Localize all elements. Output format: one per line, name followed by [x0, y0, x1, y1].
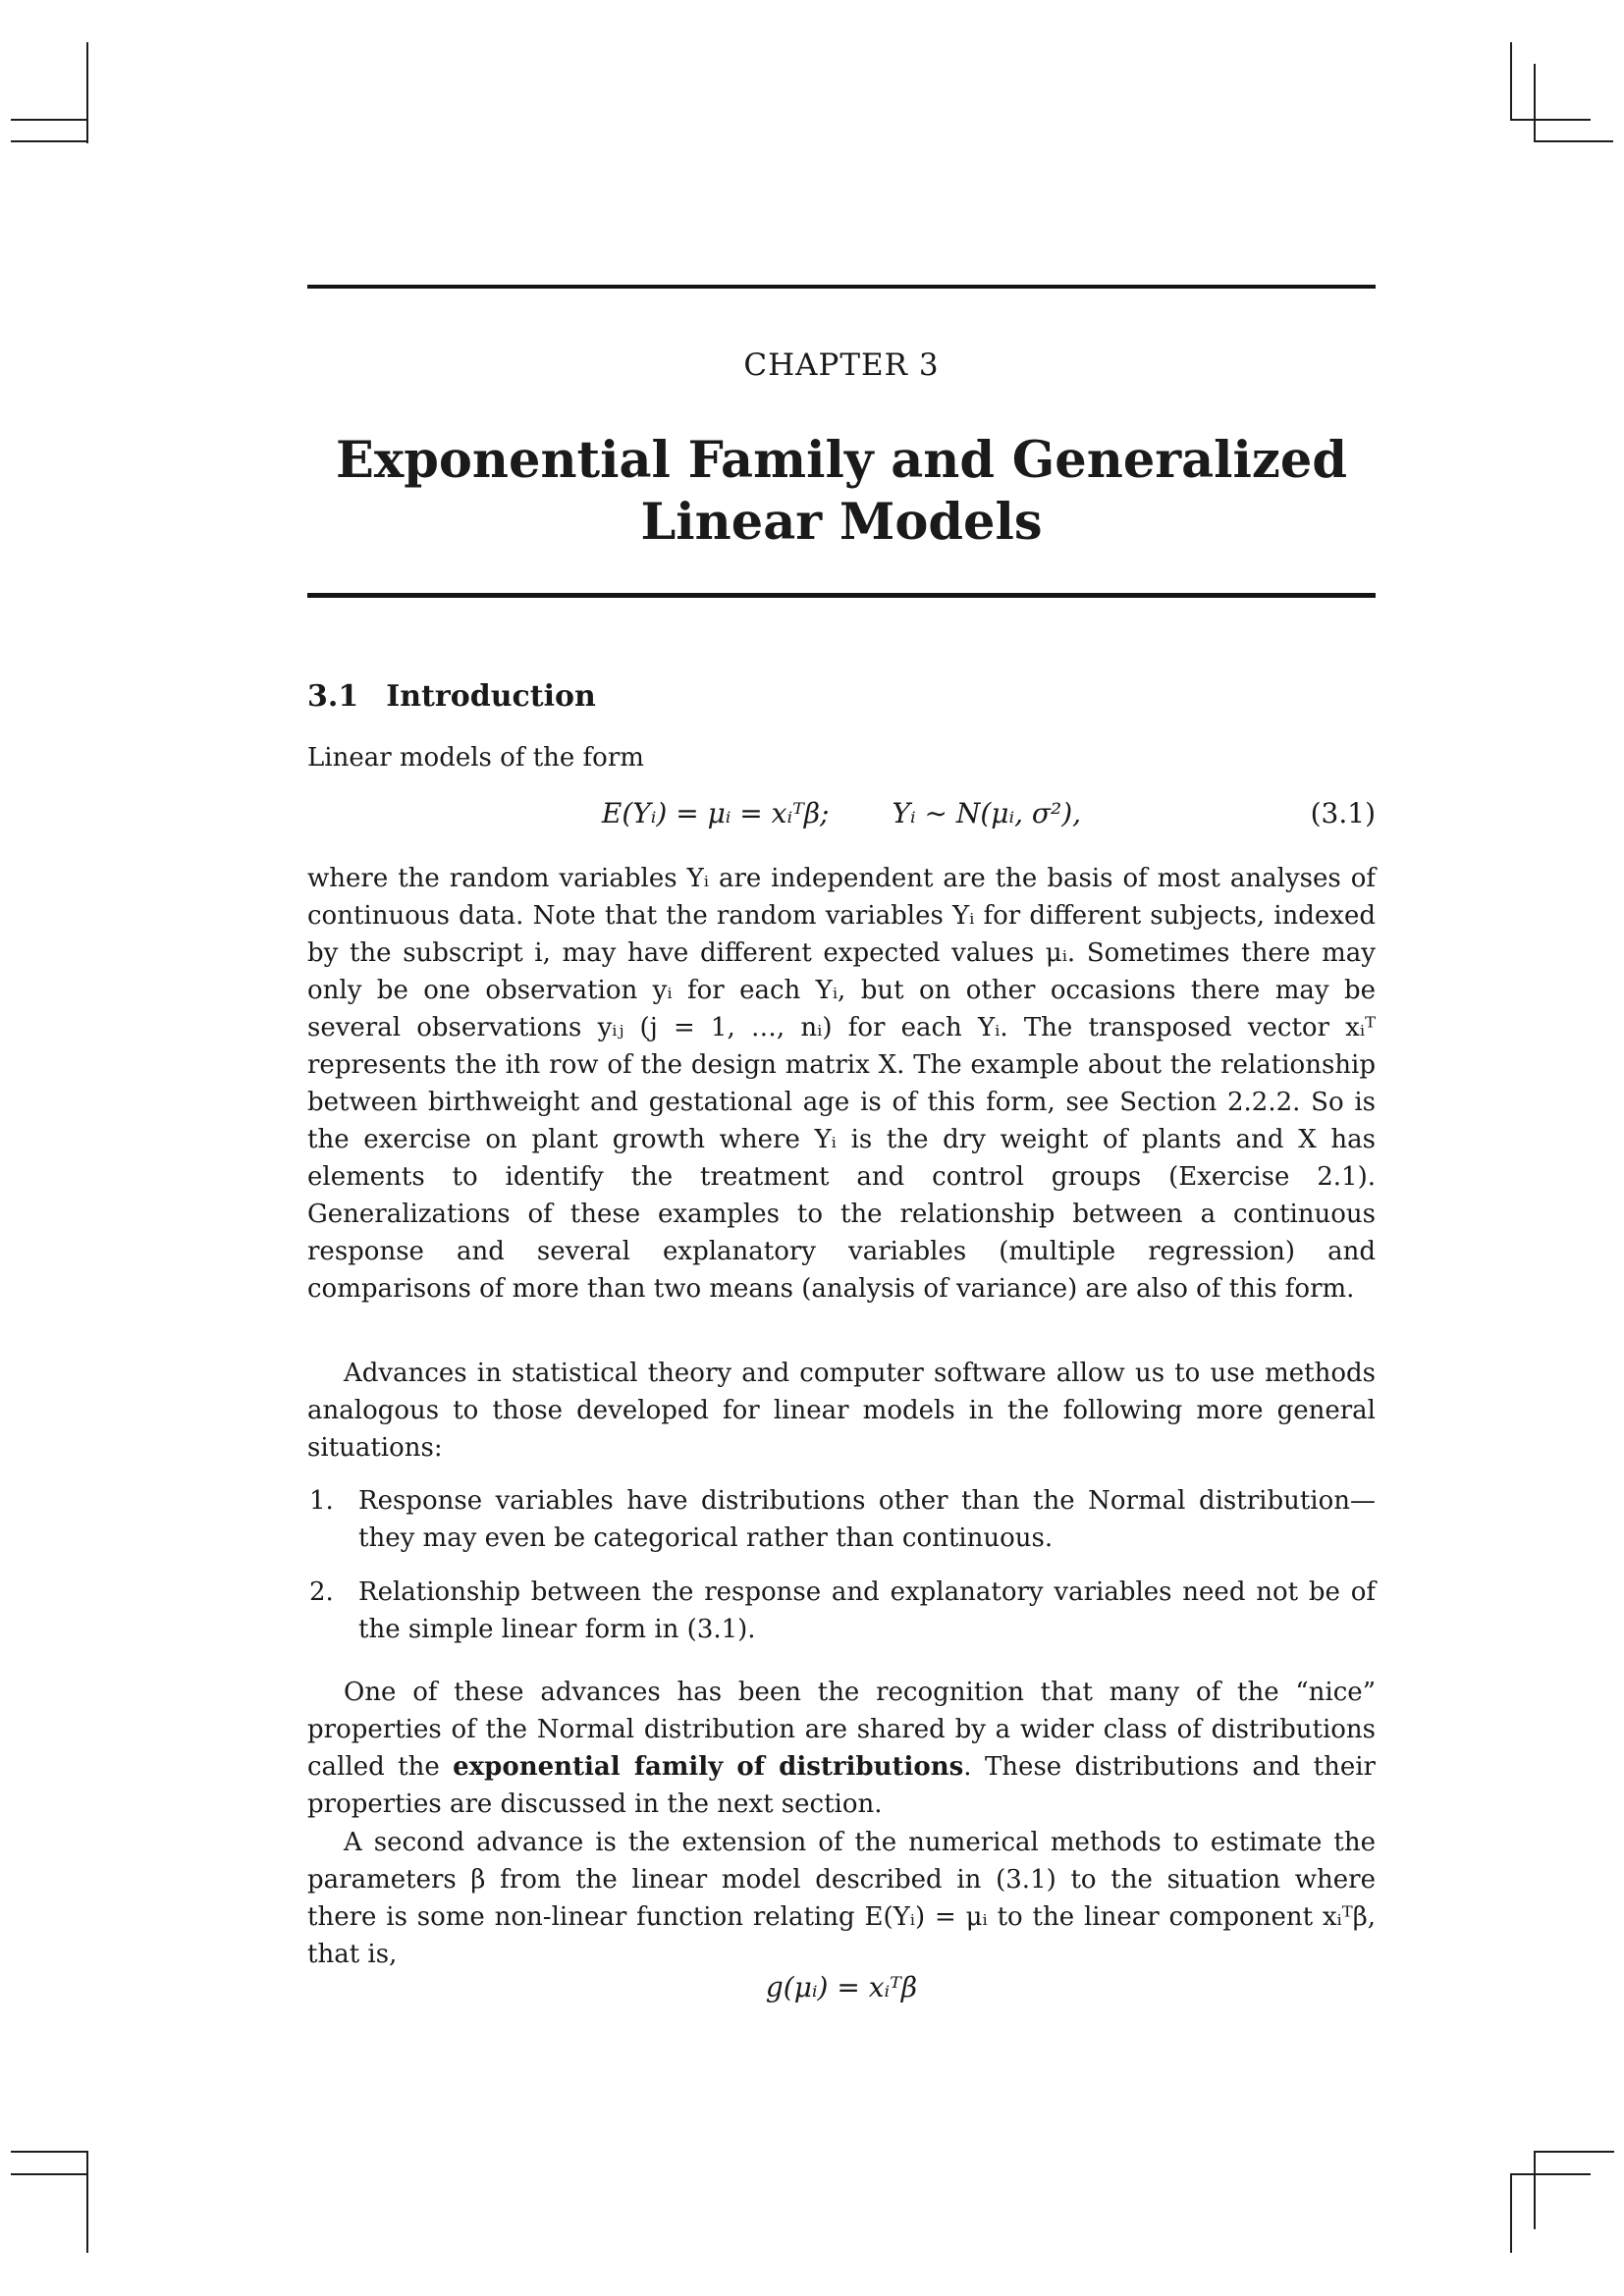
top-rule [307, 285, 1376, 289]
equation-3-1-number: (3.1) [1310, 797, 1376, 829]
crop-mark-bottom-left-horizontal-2 [11, 2173, 88, 2175]
list-item-2-number: 2. [309, 1577, 334, 1607]
list-item-2-text: Relationship between the response and explanatory variables need not be of the simple linear form in (3.1). [358, 1577, 1376, 1644]
chapter-title-line-2: Linear Models [640, 493, 1043, 552]
crop-mark-bottom-right-horizontal-2 [1510, 2173, 1591, 2175]
chapter-title-line-1: Exponential Family and Generalized [335, 431, 1348, 490]
crop-mark-top-left-horizontal-1 [11, 119, 88, 121]
crop-mark-top-left-vertical [86, 42, 88, 143]
crop-mark-bottom-right-vertical-2 [1510, 2173, 1512, 2253]
title-rule [307, 593, 1376, 598]
paragraph-3 [307, 1674, 1376, 1823]
crop-mark-bottom-left-vertical [86, 2151, 88, 2253]
final-equation: g(μᵢ) = xᵢᵀβ [765, 1971, 918, 2003]
list-item-1-text: Response variables have distributions other than the Normal distribution—they may even be categorical rather than continuous. [358, 1486, 1376, 1553]
crop-mark-bottom-right-vertical-1 [1534, 2151, 1536, 2229]
section-title: Introduction [386, 679, 596, 714]
list-item-2 [307, 1574, 1376, 1648]
paragraph-2: Advances in statistical theory and computer software allow us to use methods analogous to those developed for linear models in the following more general situations: [307, 1359, 1376, 1463]
chapter-title [278, 430, 1405, 554]
paragraph-4: A second advance is the extension of the numerical methods to estimate the parameters β from the linear model described in (3.1) to the situation where there is some non-linear function relating E(Yᵢ) = μᵢ to the linear component xᵢᵀβ, that is, [307, 1828, 1376, 1969]
equation-3-1-lhs: E(Yᵢ) = μᵢ = xᵢᵀβ; [601, 797, 830, 829]
list-item-1 [307, 1482, 1376, 1557]
numbered-list [307, 1482, 1376, 1665]
crop-mark-bottom-left-horizontal-1 [11, 2151, 88, 2153]
crop-mark-top-right-vertical-2 [1534, 64, 1536, 142]
chapter-label: CHAPTER 3 [743, 347, 940, 383]
paragraph-1: where the random variables Yᵢ are independent are the basis of most analyses of continuous data. Note that the random variables Yᵢ for different subjects, indexed by the subscript i, may have different expected values μᵢ. Sometimes there may only be one observation yᵢ for each Yᵢ, but on other occasions there may be several observations yᵢⱼ (j = 1, …, nᵢ) for each Yᵢ. The transposed vector xᵢᵀ represents the ith row of the design matrix X. The example about the relationship between birthweight and gestational age is of this form, see Section 2.2.2. So is the exercise on plant growth where Yᵢ is the dry weight of plants and X has elements to identify the treatment and control groups (Exercise 2.1). Generalizations of these examples to the relationship between a continuous response and several explanatory variables (multiple regression) and comparisons of more than two means (analysis of variance) are also of this form. [307, 864, 1376, 1304]
paragraph-3-bold-phrase: exponential family of distributions [453, 1752, 964, 1782]
equation-3-1 [307, 797, 1376, 829]
crop-mark-top-right-horizontal-1 [1510, 119, 1591, 121]
section-number: 3.1 [307, 679, 359, 714]
paragraph-3-before: One of these advances has been the recognition that many of the “nice” properties of the Normal distribution are shared by a wider class of distributions called the [307, 1678, 1376, 1782]
equation-3-1-rhs: Yᵢ ∼ N(μᵢ, σ²), [892, 797, 1082, 829]
list-item-1-number: 1. [309, 1486, 334, 1516]
paragraph-3-after: . These distributions and their properties are discussed in the next section. [307, 1752, 1376, 1819]
crop-mark-bottom-right-horizontal-1 [1534, 2151, 1614, 2153]
crop-mark-top-left-horizontal-2 [11, 140, 88, 142]
crop-mark-top-right-horizontal-2 [1534, 140, 1613, 142]
crop-mark-top-right-vertical-1 [1510, 42, 1512, 121]
section-heading [307, 679, 1376, 714]
lead-text: Linear models of the form [307, 743, 644, 773]
